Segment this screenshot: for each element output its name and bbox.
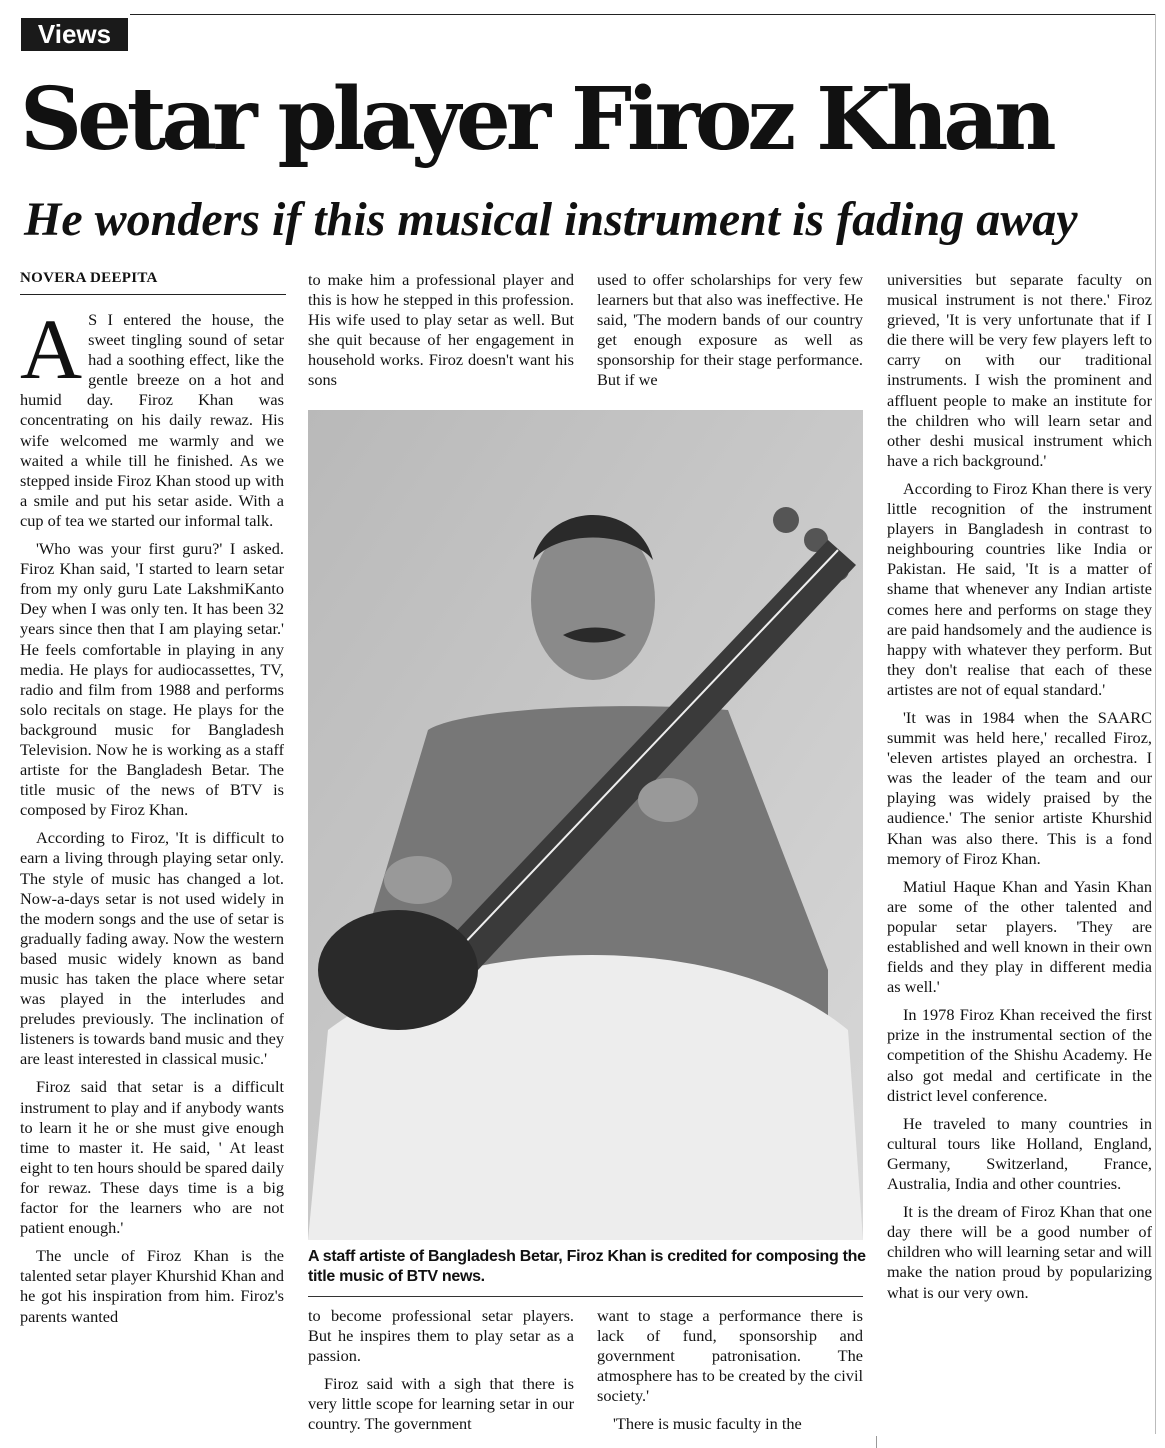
article-paragraph: to make him a professional player and this is how he stepped in this profession. His wife used to play setar as well. But she quit because of her engagement in household works. Firoz doesn't want his sons [308,270,574,390]
photo-illustration [308,410,863,1240]
article-paragraph: The uncle of Firoz Khan is the talented setar player Khurshid Khan and he got his inspiration from him. Firoz's parents wanted [20,1246,284,1326]
article-paragraph: According to Firoz Khan there is very little recognition of the instrument players in Bangladesh in contrast to neighbouring countries like India or Pakistan. He said, 'It is a matter of shame that whenever any Indian artiste comes here and performs on stage they are paid handsomely and the audience is happy with whatever they perform. But they don't realise that each of these artistes are not of equal standard.' [887,478,1152,699]
article-column-4 [887,270,1152,1445]
article-column-3-top [597,270,863,394]
article-paragraph: 'It was in 1984 when the SAARC summit was held here,' recalled Firoz, 'eleven artistes played an orchestra. I was the leader of the team and our playing was widely praised by the audience.' The senior artiste Khurshid Khan was also there. This is a fond memory of Firoz Khan. [887,707,1152,868]
subheadline: He wonders if this musical instrument is fading away [24,193,1078,246]
article-paragraph: Firoz said that setar is a difficult instrument to play and if anybody wants to learn it he or she must give enough time to master it. He said, ' At least eight to ten hours should be spared daily for rewaz. These days time is a big factor for the learners who are not patient enough.' [20,1077,284,1238]
article-paragraph: In 1978 Firoz Khan received the first prize in the instrumental section of the competition of the Shishu Academy. He also got medal and certificate in the district level conference. [887,1005,1152,1105]
bottom-rule [876,1436,877,1448]
article-column-2-top [308,270,574,394]
byline: NOVERA DEEPITA [20,270,286,295]
drop-cap: A [20,310,83,397]
caption-rule [308,1296,863,1297]
article-paragraph: to become professional setar players. But he inspires them to play setar as a passion. [308,1306,574,1366]
article-paragraph: Firoz said with a sigh that there is very little scope for learning setar in our country. The government [308,1374,574,1434]
article-column-1 [20,310,284,1445]
article-paragraph: According to Firoz, 'It is difficult to earn a living through playing setar only. The style of music has changed a lot. Now-a-days setar is not used widely in the modern songs and the use of setar is gradually fading away. Now the western based music widely known as band music has taken the place where setar was played in the interludes and preludes previously. The inclination of listeners is towards band music and they are least interested in classical music.' [20,828,284,1069]
top-rule [130,14,1155,15]
article-paragraph: 'Who was your first guru?' I asked. Firoz Khan said, 'I started to learn setar from my only guru Late LakshmiKanto Dey when I was only ten. It has been 32 years since then that I am playing setar.' He feels comfortable in playing in any media. He plays for audiocassettes, TV, radio and film from 1988 and performs solo recitals on stage. He plays for the background music for Bangladesh Television. Now he is working as a staff artiste for the Bangladesh Betar. The title music of the news of BTV is composed by Firoz Khan. [20,539,284,820]
article-paragraph: It is the dream of Firoz Khan that one day there will be a good number of children who will learning setar and will make the nation proud by popularizing what is our very own. [887,1202,1152,1302]
sitar-player-photo [308,410,863,1240]
section-label: Views [21,18,128,51]
article-column-3-bottom [597,1306,863,1446]
article-paragraph: A S I entered the house, the sweet tingling sound of setar had a soothing effect, like the gentle breeze on a hot and humid day. Firoz Khan was concentrating on his daily rewaz. His wife welcomed me warmly and we waited a while till he finished. As we stepped inside Firoz Khan stood up with a smile and put his setar aside. With a cup of tea we started our informal talk. [20,310,284,530]
article-paragraph: want to stage a performance there is lack of fund, sponsorship and government patronisation. The atmosphere has to be created by the civil society.' [597,1306,863,1406]
article-paragraph: Matiul Haque Khan and Yasin Khan are some of the other talented and popular setar players. 'They are established and well known in their own fields and they play in different media as well.' [887,876,1152,997]
article-paragraph: 'There is music faculty in the [613,1414,802,1434]
article-paragraph: He traveled to many countries in cultural tours like Holland, England, Germany, Switzerland, France, Australia, India and other countries. [887,1113,1152,1194]
article-column-2-bottom [308,1306,574,1446]
photo-caption: A staff artiste of Bangladesh Betar, Firoz Khan is credited for composing the title music of BTV news. [308,1248,866,1285]
headline: Setar player Firoz Khan [20,69,1052,170]
article-paragraph: used to offer scholarships for very few learners but that also was ineffective. He said, 'The modern bands of our country get enough exposure as well as sponsorship for their stage performance. But if we [597,270,863,390]
right-rule [1155,14,1156,1434]
article-paragraph: universities but separate faculty on musical instrument is not there.' Firoz grieved, 'It is very unfortunate that if I die there will be very few players left to carry on with our traditional instruments. I wish the prominent and affluent people to make an institute for the children who will learn setar and other deshi musical instrument which have a rich background.' [887,270,1152,470]
